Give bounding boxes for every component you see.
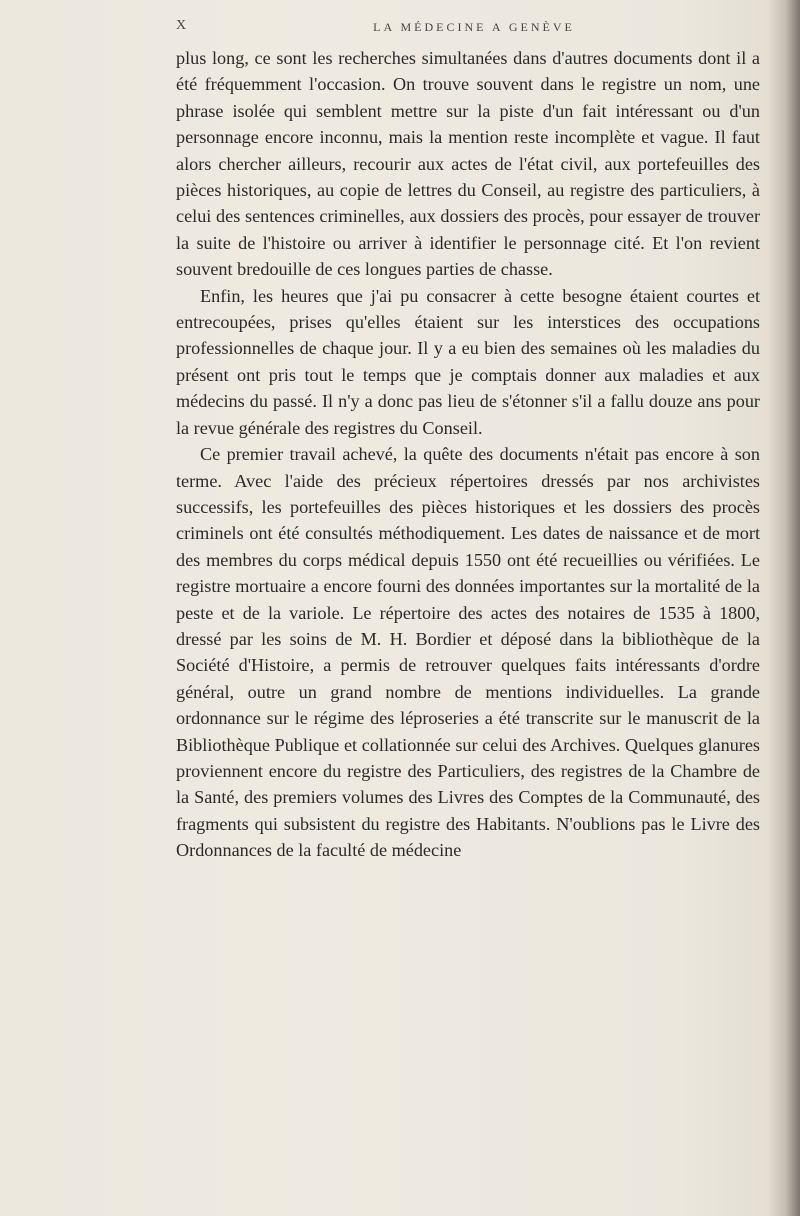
body-text	[176, 45, 760, 864]
page-header	[176, 18, 756, 40]
page-folio: X	[176, 18, 189, 33]
page-edge-shadow	[768, 0, 800, 1216]
running-title: LA MÉDECINE A GENÈVE	[373, 20, 575, 34]
paragraph-2: Enfin, les heures que j'ai pu consacrer à cette besogne étaient courtes et entrecoupées, prises qu'elles étaient sur les interstices des occupations professionnelles de chaque jour. Il y a eu bien des semaines où les maladies du présent ont pris tout le temps que je comptais donner aux maladies et aux médecins du passé. Il n'y a donc pas lieu de s'étonner s'il a fallu douze ans pour la revue générale des registres du Conseil.	[176, 285, 760, 438]
paragraph-1: plus long, ce sont les recherches simultanées dans d'autres documents dont il a été fréquemment l'occasion. On trouve souvent dans le registre un nom, une phrase isolée qui semblent mettre sur la piste d'un fait intéressant ou d'un personnage encore inconnu, mais la mention reste incomplète et vague. Il faut alors chercher ailleurs, recourir aux actes de l'état civil, aux portefeuilles des pièces historiques, au copie de lettres du Conseil, au registre des particuliers, à celui des sentences criminelles, aux dossiers des procès, pour essayer de trouver la suite de l'histoire ou arriver à identifier le personnage cité. Et l'on revient souvent bredouille de ces longues parties de chasse.	[176, 48, 760, 280]
paragraph-3: Ce premier travail achevé, la quête des documents n'était pas encore à son terme. Avec l'aide des précieux répertoires dressés par nos archivistes successifs, les portefeuilles des pièces historiques et les dossiers des procès criminels ont été consultés méthodiquement. Les dates de naissance et de mort des membres du corps médical depuis 1550 ont été recueillies ou vérifiées. Le registre mortuaire a encore fourni des données importantes sur la mortalité de la peste et de la variole. Le répertoire des actes des notaires de 1535 à 1800, dressé par les soins de M. H. Bordier et déposé dans la bibliothèque de la Société d'Histoire, a permis de retrouver quelques faits intéressants d'ordre général, outre un grand nombre de mentions individuelles. La grande ordonnance sur le régime des léproseries a été transcrite sur le manuscrit de la Bibliothèque Publique et collationnée sur celui des Archives. Quelques glanures proviennent encore du registre des Particuliers, des registres de la Chambre de la Santé, des premiers volumes des Livres des Comptes de la Communauté, des fragments qui subsistent du registre des Habitants. N'oublions pas le Livre des Ordonnances de la faculté de médecine	[176, 444, 760, 861]
